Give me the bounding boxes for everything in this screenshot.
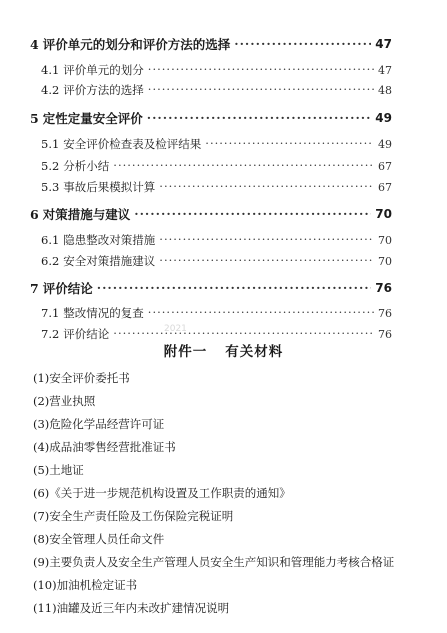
toc-page: 76	[375, 281, 392, 295]
list-item: (9)主要负责人及安全生产管理人员安全生产知识和管理能力考核合格证	[33, 555, 395, 569]
toc-number: 7.1	[41, 306, 60, 320]
toc-chapter-5	[0, 107, 447, 129]
toc-page: 47	[375, 37, 392, 51]
toc-title: 整改情况的复查	[63, 306, 144, 320]
toc-section-5-2	[0, 155, 447, 177]
toc-title: 对策措施与建议	[42, 207, 131, 222]
list-item: (10)加油机检定证书	[33, 578, 138, 592]
toc-number: 7	[30, 280, 39, 296]
toc-number: 5	[30, 110, 39, 126]
list-item: (7)安全生产责任险及工伤保险完税证明	[33, 509, 234, 523]
list-item: (5)土地证	[33, 463, 84, 477]
appendix-title: 有关材料	[225, 344, 284, 360]
toc-page: 70	[378, 254, 392, 268]
toc-number: 4	[30, 36, 39, 52]
toc-number: 6	[30, 206, 39, 222]
leader-dots	[159, 234, 374, 246]
leader-dots	[148, 307, 374, 319]
toc-title: 评价单元的划分和评价方法的选择	[42, 37, 231, 52]
toc-section-4-1	[0, 59, 447, 81]
toc-title: 安全对策措施建议	[63, 254, 156, 268]
leader-dots	[147, 112, 372, 125]
leader-dots	[234, 38, 371, 51]
toc-section-5-3	[0, 176, 447, 198]
leader-dots	[134, 208, 371, 221]
list-item: (2)营业执照	[33, 394, 96, 408]
leader-dots	[159, 181, 374, 193]
list-item: (3)危险化学品经营许可证	[33, 417, 165, 431]
list-item: (4)成品油零售经营批准证书	[33, 440, 176, 454]
list-item: (8)安全管理人员任命文件	[33, 532, 165, 546]
list-item: (1)安全评价委托书	[33, 371, 130, 385]
toc-section-6-2	[0, 250, 447, 272]
toc-number: 5.3	[41, 180, 60, 194]
toc-page: 49	[375, 111, 392, 125]
toc-title: 分析小结	[63, 159, 110, 173]
toc-page: 49	[378, 137, 392, 151]
toc-chapter-7	[0, 277, 447, 299]
toc-section-6-1	[0, 229, 447, 251]
toc-title: 隐患整改对策措施	[63, 233, 156, 247]
toc-section-7-1	[0, 302, 447, 324]
toc-number: 6.1	[41, 233, 60, 247]
toc-title: 定性定量安全评价	[42, 111, 143, 126]
list-item: (11)油罐及近三年内未改扩建情况说明	[33, 601, 230, 615]
toc-section-5-1	[0, 133, 447, 155]
appendix-heading	[0, 340, 447, 364]
list-item: (6)《关于进一步规范机构设置及工作职责的通知》	[33, 486, 291, 500]
leader-dots	[97, 282, 372, 295]
leader-dots	[205, 138, 374, 150]
toc-title: 评价单元的划分	[63, 63, 144, 77]
toc-section-4-2	[0, 79, 447, 101]
leader-dots	[148, 64, 374, 76]
toc-number: 4.1	[41, 63, 60, 77]
toc-page: 67	[378, 180, 392, 194]
watermark: 2021	[164, 324, 187, 334]
toc-title: 事故后果模拟计算	[63, 180, 156, 194]
appendix-label: 附件一	[163, 344, 208, 360]
toc-chapter-4	[0, 33, 447, 55]
toc-number: 4.2	[41, 83, 60, 97]
toc-number: 6.2	[41, 254, 60, 268]
toc-page: 76	[378, 327, 392, 341]
toc-page: 47	[378, 63, 392, 77]
leader-dots	[113, 160, 374, 172]
leader-dots	[113, 328, 374, 340]
toc-page: 67	[378, 159, 392, 173]
toc-title: 评价结论	[63, 327, 110, 341]
leader-dots	[148, 84, 374, 96]
toc-number: 5.1	[41, 137, 60, 151]
toc-page: 70	[375, 207, 392, 221]
toc-title: 评价结论	[42, 281, 93, 296]
toc-page: 76	[378, 306, 392, 320]
toc-number: 5.2	[41, 159, 60, 173]
toc-title: 评价方法的选择	[63, 83, 144, 97]
toc-chapter-6	[0, 203, 447, 225]
leader-dots	[159, 255, 374, 267]
toc-page: 70	[378, 233, 392, 247]
toc-number: 7.2	[41, 327, 60, 341]
toc-page: 48	[378, 83, 392, 97]
toc-title: 安全评价检查表及检评结果	[63, 137, 202, 151]
